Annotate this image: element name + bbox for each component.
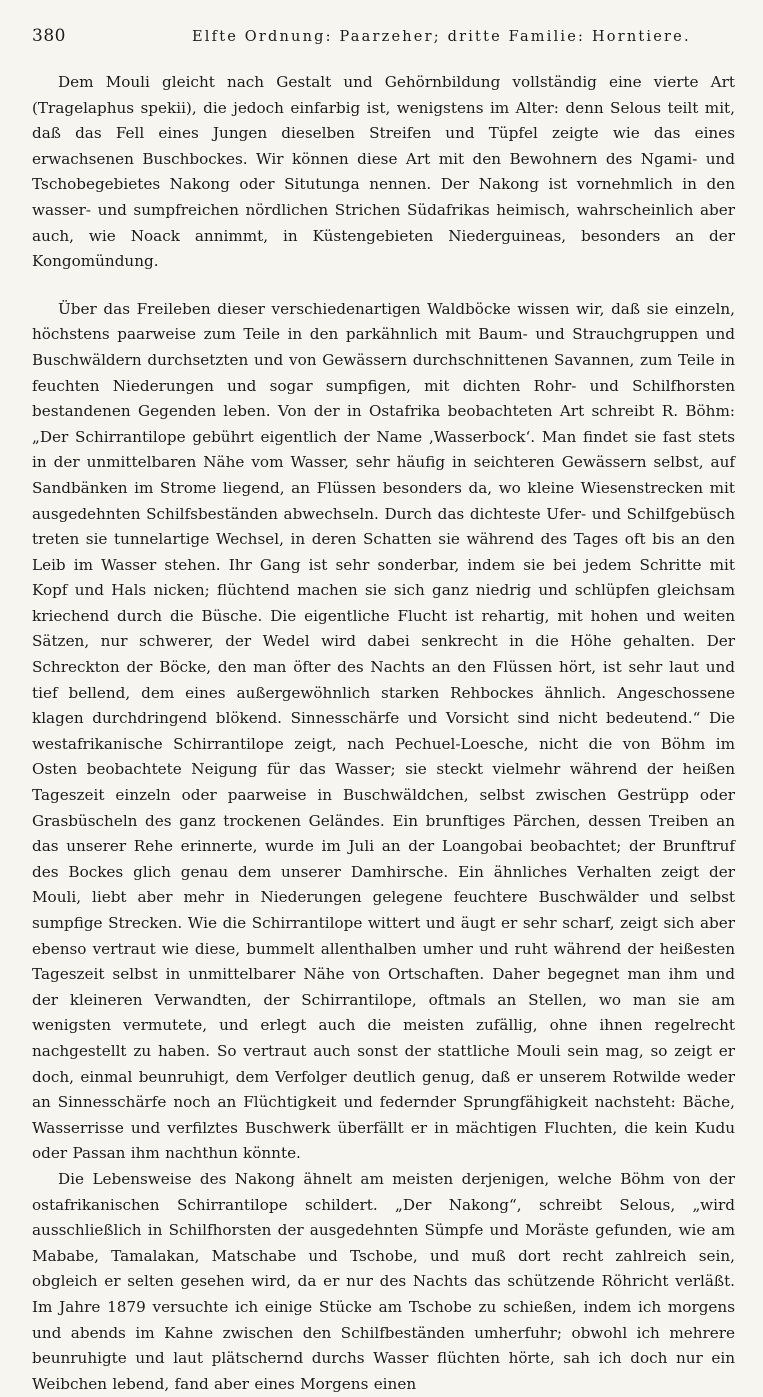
running-head: [32, 26, 735, 56]
paragraph-waldboecke-freileben: Über das Freileben dieser verschiedenartigen Waldböcke wissen wir, daß sie einzeln, höchstens paarweise zum Teile in den parkähnlich mit Baum- und Strauchgruppen und Buschwäldern durchsetzten und von Gewässern durchschnittenen Savannen, zum Teile in feuchten Niederungen und sogar sumpfigen, mit dichten Rohr- und Schilfhorsten bestandenen Gegenden leben. Von der in Ostafrika beobachteten Art schreibt R. Böhm: „Der Schirrantilope gebührt eigentlich der Name ‚Wasserbock‘. Man findet sie fast stets in der unmittelbaren Nähe vom Wasser, sehr häufig in seichteren Gewässern selbst, auf Sandbänken im Strome liegend, an Flüssen besonders da, wo kleine Wiesenstrecken mit ausgedehnten Schilfsbeständen abwechseln. Durch das dichteste Ufer- und Schilfgebüsch treten sie tunnelartige Wechsel, in deren Schatten sie während des Tages oft bis an den Leib im Wasser stehen. Ihr Gang ist sehr sonderbar, indem sie bei jedem Schritte mit Kopf und Hals nicken; flüchtend machen sie sich ganz niedrig und schlüpfen gleichsam kriechend durch die Büsche. Die eigentliche Flucht ist rehartig, mit hohen und weiten Sätzen, nur schwerer, der Wedel wird dabei senkrecht in die Höhe gehalten. Der Schreckton der Böcke, den man öfter des Nachts an den Flüssen hört, ist sehr laut und tief bellend, dem eines außergewöhnlich starken Rehbockes ähnlich. Angeschossene klagen durchdringend blökend. Sinnesschärfe und Vorsicht sind nicht bedeutend.“ Die westafrikanische Schirrantilope zeigt, nach Pechuel-Loesche, nicht die von Böhm im Osten beobachtete Neigung für das Wasser; sie steckt vielmehr während der heißen Tageszeit einzeln oder paarweise in Buschwäldchen, selbst zwischen Gestrüpp oder Grasbüscheln des ganz trockenen Geländes. Ein brunftiges Pärchen, dessen Treiben an das unserer Rehe erinnerte, wurde im Juli an der Loangobai beobachtet; der Brunftruf des Bockes glich genau dem unserer Damhirsche. Ein ähnliches Verhalten zeigt der Mouli, liebt aber mehr in Niederungen gelegene feuchtere Buschwälder und selbst sumpfige Strecken. Wie die Schirrantilope wittert und äugt er sehr scharf, zeigt sich aber ebenso vertraut wie diese, bummelt allenthalben umher und ruht während der heißesten Tageszeit selbst in unmittelbarer Nähe von Ortschaften. Daher begegnet man ihm und der kleineren Verwandten, der Schirrantilope, oftmals an Stellen, wo man sie am wenigsten vermutete, und erlegt auch die meisten zufällig, ohne ihnen regelrecht nachgestellt zu haben. So vertraut auch sonst der stattliche Mouli sein mag, so zeigt er doch, einmal beunruhigt, dem Verfolger deutlich genug, daß er unserem Rotwilde weder an Sinnesschärfe noch an Flüchtigkeit und federnder Sprungfähigkeit nachsteht: Bäche, Wasserrisse und verfilztes Buschwerk überfällt er in mächtigen Fluchten, die kein Kudu oder Passan ihm nachthun könnte.: [32, 299, 735, 1163]
paragraph-nakong-description: Dem Mouli gleicht nach Gestalt und Gehörnbildung vollständig eine vierte Art (Tragelaphus spekii), die jedoch einfarbig ist, wenigstens im Alter: denn Selous teilt mit, daß das Fell eines Jungen dieselben Streifen und Tüpfel zeigte wie das eines erwachsenen Buschbockes. Wir können diese Art mit den Bewohnern des Ngami- und Tschobegebietes Nakong oder Situtunga nennen. Der Nakong ist vornehmlich in den wasser- und sumpfreichen nördlichen Strichen Südafrikas heimisch, wahrscheinlich aber auch, wie Noack annimmt, in Küstengebieten Niederguineas, besonders an der Kongomündung.: [32, 73, 735, 271]
running-title: Elfte Ordnung: Paarzeher; dritte Familie: Horntiere.: [192, 29, 691, 45]
paragraph-nakong-lebensweise: Die Lebensweise des Nakong ähnelt am meisten derjenigen, welche Böhm von der ostafrikanischen Schirrantilope schildert. „Der Nakong“, schreibt Selous, „wird ausschließlich in Schilfhorsten der ausgedehnten Sümpfe und Moräste gefunden, wie am Mababe, Tamalakan, Matschabe und Tschobe, und muß dort recht zahlreich sein, obgleich er selten gesehen wird, da er nur des Nachts das schützende Röhricht verläßt. Im Jahre 1879 versuchte ich einige Stücke am Tschobe zu schießen, indem ich morgens und abends im Kahne zwischen den Schilfbeständen umherfuhr; obwohl ich mehrere beunruhigte und laut plätschernd durchs Wasser flüchten hörte, sah ich doch nur ein Weibchen lebend, fand aber eines Morgens einen: [32, 1169, 735, 1393]
page-number: 380: [32, 26, 66, 46]
